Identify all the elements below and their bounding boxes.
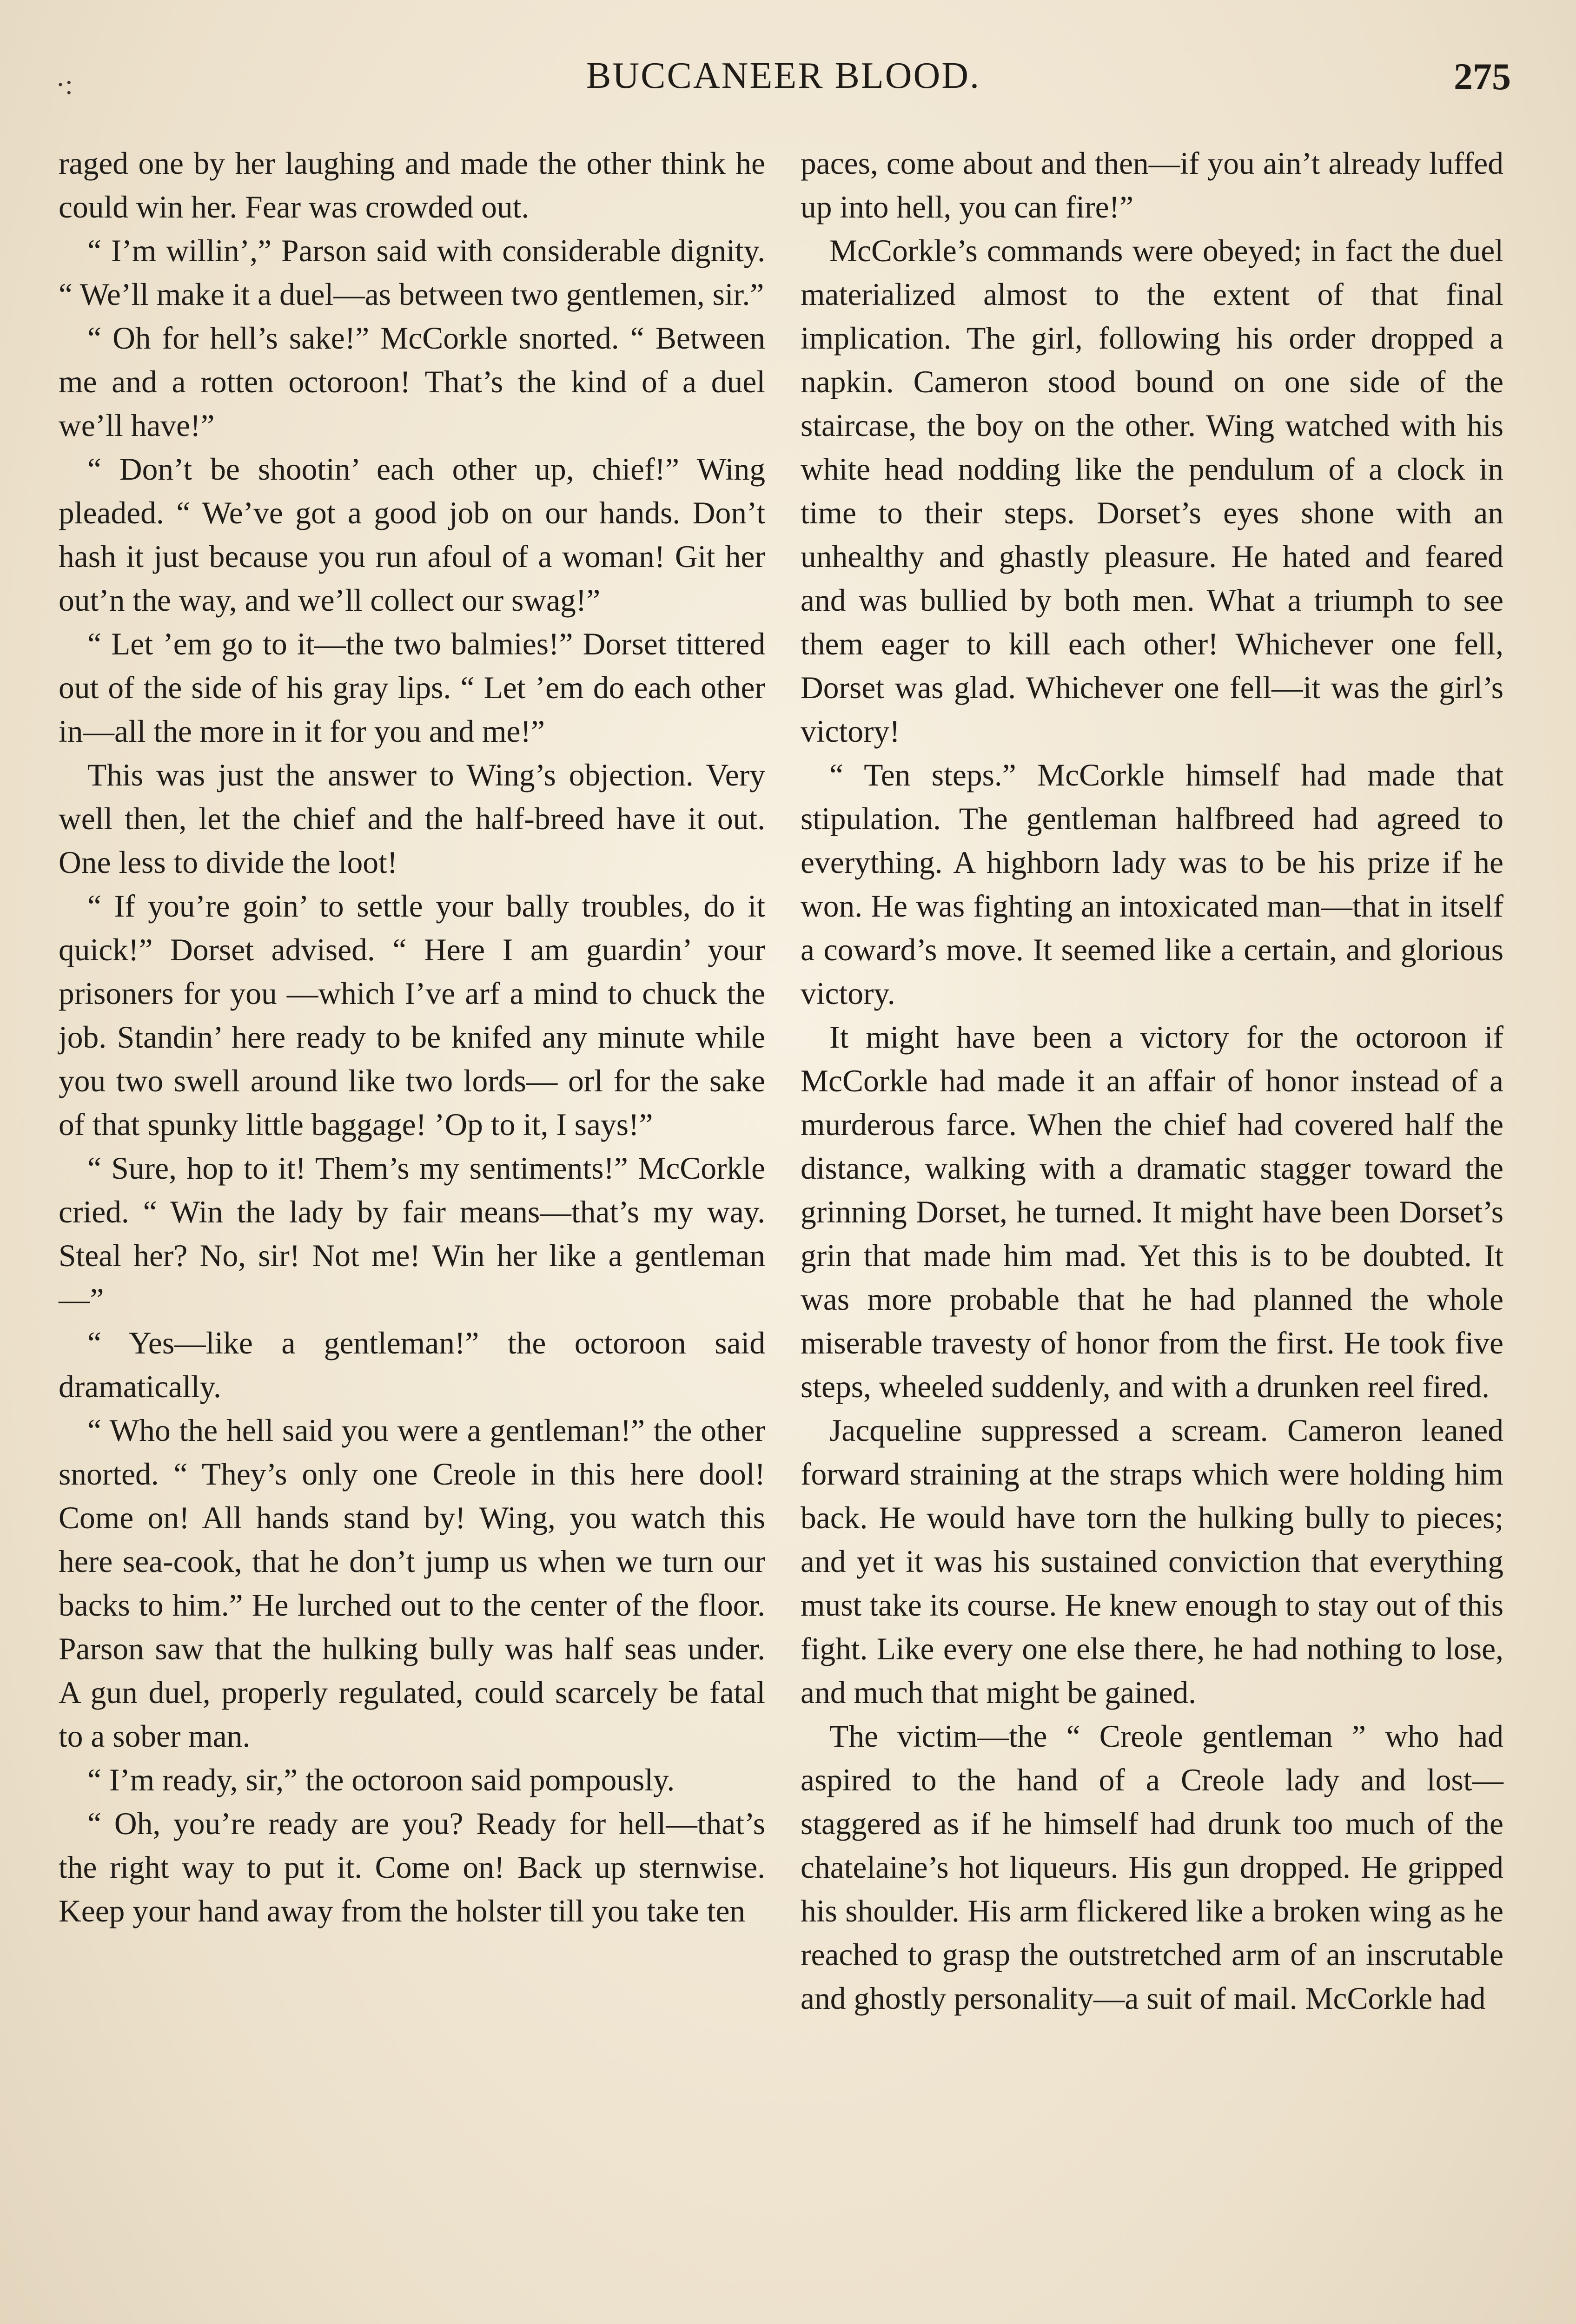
paragraph: “ I’m willin’,” Parson said with considerable dignity. “ We’ll make it a duel—as between two gentlemen, sir.” [59, 233, 765, 312]
paragraph: “ Let ’em go to it—the two balmies!” Dorset tittered out of the side of his gray lips. “ Let ’em do each other in—all the more in it for you and me!” [59, 627, 765, 749]
paragraph: McCorkle’s commands were obeyed; in fact the duel materialized almost to the extent of that final implication. The girl, following his order dropped a napkin. Cameron stood bound on one side of the staircase, the boy on the other. Wing watched with his white head nodding like the pendulum of a clock in time to their steps. Dorset’s eyes shone with an unhealthy and ghastly pleasure. He hated and feared and was bullied by both men. What a triumph to see them eager to kill each other! Whichever one fell, Dorset was glad. Whichever one fell—it was the girl’s victory! [801, 233, 1503, 749]
paragraph: paces, come about and then—if you ain’t already luffed up into hell, you can fire!” [801, 146, 1503, 224]
running-head [56, 55, 1511, 111]
paragraph: It might have been a victory for the octoroon if McCorkle had made it an affair of honor instead of a murderous farce. When the chief had covered half the distance, walking with a dramatic stagger toward the grinning Dorset, he turned. It might have been Dorset’s grin that made him mad. Yet this is to be doubted. It was more probable that he had planned the whole miserable travesty of honor from the first. He took five steps, wheeled suddenly, and with a drunken reel fired. [801, 1020, 1503, 1404]
paragraph: “ Ten steps.” McCorkle himself had made that stipulation. The gentleman halfbreed had agreed to everything. A highborn lady was to be his prize if he won. He was fighting an intoxicated man—that in itself a coward’s move. It seemed like a certain, and glorious victory. [801, 758, 1503, 1011]
paragraph: “ Don’t be shootin’ each other up, chief!” Wing pleaded. “ We’ve got a good job on our hands. Don’t hash it just because you run afoul of a woman! Git her out’n the way, and we’ll collect our swag!” [59, 452, 765, 618]
paragraph: “ If you’re goin’ to settle your bally troubles, do it quick!” Dorset advised. “ Here I am guardin’ your prisoners for you —which I’ve arf a mind to chuck the job. Standin’ here ready to be knifed any minute while you two swell around like two lords— orl for the sake of that spunky little baggage! ’Op to it, I says!” [59, 889, 765, 1142]
paragraph: The victim—the “ Creole gentleman ” who had aspired to the hand of a Creole lady and lost—staggered as if he himself had drunk too much of the chatelaine’s hot liqueurs. His gun dropped. He gripped his shoulder. His arm flickered like a broken wing as he reached to grasp the outstretched arm of an inscrutable and ghostly personality—a suit of mail. McCorkle had [801, 1719, 1503, 2016]
paragraph: “ Yes—like a gentleman!” the octoroon said dramatically. [59, 1326, 765, 1404]
paragraph: This was just the answer to Wing’s objection. Very well then, let the chief and the half-breed have it out. One less to divide the loot! [59, 758, 765, 880]
page-title: BUCCANEER BLOOD. [586, 55, 981, 96]
paragraph: “ Sure, hop to it! Them’s my sentiments!” McCorkle cried. “ Win the lady by fair means—that’s my way. Steal her? No, sir! Not me! Win her like a gentleman—” [59, 1151, 765, 1317]
paragraph: “ I’m ready, sir,” the octoroon said pompously. [87, 1763, 675, 1797]
paragraph: “ Who the hell said you were a gentleman!” the other snorted. “ They’s only one Creole in this here dool! Come on! All hands stand by! Wing, you watch this here sea-cook, that he don’t jump us when we turn our backs to him.” He lurched out to the center of the floor. Parson saw that the hulking bully was half seas under. A gun duel, properly regulated, could scarcely be fatal to a sober man. [59, 1413, 765, 1754]
stray-mark: ·: [56, 69, 73, 100]
paragraph: “ Oh, you’re ready are you? Ready for hell—that’s the right way to put it. Come on! Back up sternwise. Keep your hand away from the holster till you take ten [59, 1806, 765, 1928]
right-column [801, 142, 1503, 2020]
paragraph: Jacqueline suppressed a scream. Cameron leaned forward straining at the straps which were holding him back. He would have torn the hulking bully to pieces; and yet it was his sustained conviction that everything must take its course. He knew enough to stay out of this fight. Like every one else there, he had nothing to lose, and much that might be gained. [801, 1413, 1503, 1710]
paragraph: raged one by her laughing and made the other think he could win her. Fear was crowded out. [59, 146, 765, 224]
page-number: 275 [1454, 55, 1511, 98]
left-column [59, 142, 765, 1933]
paragraph: “ Oh for hell’s sake!” McCorkle snorted. “ Between me and a rotten octoroon! That’s the kind of a duel we’ll have!” [59, 321, 765, 443]
